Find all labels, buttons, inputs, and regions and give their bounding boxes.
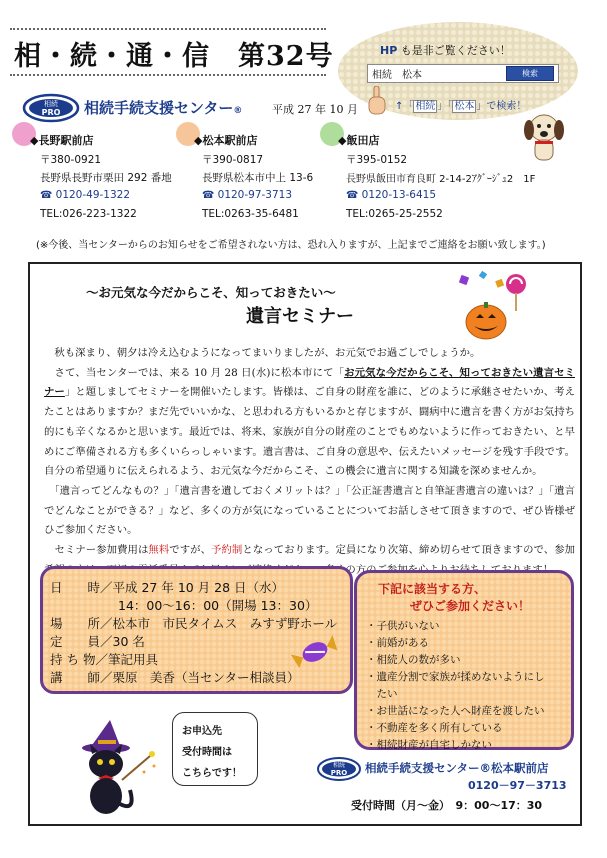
target-item: ・遺産分割で家族が揉めないようにし bbox=[366, 671, 545, 683]
paragraph-2: さて、当センターでは、来る 10 月 28 日(水)に松本市にて「お元気な今だからこそ、知っておきたい遺言セミナー」と題しましてセミナーを開催いたします。皆様は、ご自身の財産を誰に、どのように承継させたいか、考えたことはありますか？まだ先でいいかな、と思われる方もいるかと存じますが、闘病中に遺言を書く方がお気持ち的にも辛くなるかと思います。最近では、将来、家族が自分の財産のことでもめないように作っておきたい、と早めにご準備される方も多くいらっしゃいます。遺言書は、ご自身の意思や、伝えたいメッセージを残す手段です。自分の希望通りに伝えられるよう、お元気な今だからこそ、この機会に遺言に関する知識を深めませんか。 bbox=[44, 366, 576, 478]
business-hours: 受付時間（月～金） 9：00～17：30 bbox=[351, 799, 543, 812]
apply-line-1: お申込先 bbox=[182, 726, 222, 737]
target-item: たい bbox=[366, 688, 398, 700]
apply-line-2: 受付時間は bbox=[182, 747, 232, 758]
branch-tel-matsumoto: TEL:0263-35-6481 bbox=[202, 208, 299, 220]
detail-lecturer: 講 師／栗原 美香（当センター相談員） bbox=[50, 670, 300, 685]
hp-prompt-bold: HP bbox=[380, 44, 398, 57]
hp-prompt-rest: も是非ご覧ください！ bbox=[400, 44, 511, 57]
paragraph-3: 「遺言ってどんなもの？」「遺言書を遺しておくメリットは？」「公正証書遺言と自筆証書遺言の違いは？」「遺言でどんなことができる？」など、多くの方が気になっていることについてお話しさせて頂きますので、ぜひ皆様ぜひご参加ください。 bbox=[44, 484, 575, 537]
pointing-hand-icon bbox=[366, 86, 388, 120]
branch-address-matsumoto: 長野県松本市中上 13-6 bbox=[202, 172, 314, 184]
branch-name-nagano: ◆長野駅前店 bbox=[30, 134, 94, 147]
apply-line-3: こちらです！ bbox=[182, 768, 242, 779]
branch-tel-nagano: TEL:026-223-1322 bbox=[40, 208, 137, 220]
branch-freedial-iida[interactable]: ☎ 0120-13-6415 bbox=[346, 189, 437, 201]
newsletter-title: 相・続・通・信 第32号 bbox=[14, 41, 334, 72]
phone-icon: ☎ bbox=[346, 190, 362, 201]
issue-date: 平成 27 年 10 月 bbox=[272, 103, 358, 116]
branch-address-iida: 長野県飯田市育良町 2-14-2ｱｸﾞｰｼﾞｭ2 1F bbox=[346, 174, 536, 185]
wrapped-candy-icon bbox=[290, 628, 340, 680]
target-item: ・不動産を多く所有している bbox=[366, 722, 503, 734]
target-heading-1: 下記に該当する方、 bbox=[378, 582, 487, 596]
target-item: ・前婚がある bbox=[366, 637, 429, 649]
keyword-1: 相続 bbox=[415, 101, 436, 112]
detail-time: 14：00～16：00（開場 13：30） bbox=[118, 598, 318, 613]
seminar-subtitle: ～お元気な今だからこそ、知っておきたい～ bbox=[86, 285, 336, 300]
seminar-title: 遺言セミナー bbox=[246, 306, 354, 327]
org-name: 相続手続支援センター® bbox=[84, 99, 243, 117]
detail-date: 日 時／平成 27 年 10 月 28 日（水） bbox=[50, 580, 285, 595]
phone-icon: ☎ bbox=[40, 190, 56, 201]
branch-freedial-nagano[interactable]: ☎ 0120-49-1322 bbox=[40, 189, 131, 201]
target-item: ・お世話になった人へ財産を渡したい bbox=[366, 705, 545, 717]
contact-phone[interactable]: 0120－97－3713 bbox=[468, 779, 567, 792]
branch-address-nagano: 長野県長野市栗田 292 番地 bbox=[40, 172, 172, 184]
detail-capacity: 定 員／30 名 bbox=[50, 634, 145, 649]
target-item: ・子供がいない bbox=[366, 620, 440, 632]
target-heading-2: ぜひご参加ください！ bbox=[410, 599, 531, 613]
branch-postal-matsumoto: 〒390-0817 bbox=[202, 154, 264, 166]
search-hint: ↑「 相続 」「 松本 」で検索！ bbox=[395, 101, 527, 112]
pro-logo bbox=[22, 93, 80, 127]
halloween-candy-icon bbox=[440, 266, 540, 348]
seminar-body bbox=[44, 344, 575, 580]
branch-name-matsumoto: ◆松本駅前店 bbox=[194, 134, 258, 147]
search-value: 相続 松本 bbox=[372, 70, 422, 81]
logo-text-top: 相続 bbox=[44, 100, 58, 108]
paragraph-4: セミナー参加費用は無料ですが、予約制となっております。定員になり次第、締め切らせて頂きますので、参加 くの方のご bbox=[44, 544, 576, 576]
detail-venue: 場 所／松本市 市民タイムス みすず野ホール bbox=[50, 616, 338, 631]
detail-items: 持 ち 物／筆記用具 bbox=[50, 652, 158, 667]
logo-text-bottom: PRO bbox=[330, 769, 348, 777]
branch-tel-iida: TEL:0265-25-2552 bbox=[346, 208, 443, 220]
pro-logo-small bbox=[316, 756, 362, 786]
opt-out-notice: (※今後、当センターからのお知らせをご希望されない方は、恐れ入りますが、上記までご連絡をお願い致します。) bbox=[36, 240, 546, 251]
phone-icon: ☎ bbox=[202, 190, 218, 201]
contact-org-name: 相続手続支援センター®松本駅前店 bbox=[365, 761, 549, 775]
branch-postal-nagano: 〒380-0921 bbox=[40, 154, 102, 166]
branch-name-iida: ◆飯田店 bbox=[338, 134, 380, 147]
logo-text-top: 相続 bbox=[332, 762, 346, 769]
target-item: ・相続人の数が多い bbox=[366, 654, 461, 666]
logo-text-bottom: PRO bbox=[41, 108, 61, 117]
target-item: ・相続財産が自宅しかない bbox=[366, 739, 492, 751]
branch-freedial-matsumoto[interactable]: ☎ 0120-97-3713 bbox=[202, 189, 293, 201]
search-button[interactable]: 検索 bbox=[506, 66, 554, 81]
branch-postal-iida: 〒395-0152 bbox=[346, 154, 408, 166]
witch-cat-icon bbox=[70, 720, 162, 822]
keyword-2: 松本 bbox=[454, 101, 475, 112]
paragraph-1: 秋も深まり、朝夕は冷え込むようになってまいりましたが、お元気でお過ごしでしょうか。 bbox=[44, 347, 481, 359]
hp-prompt bbox=[380, 42, 511, 58]
dog-mascot-icon bbox=[520, 108, 568, 170]
